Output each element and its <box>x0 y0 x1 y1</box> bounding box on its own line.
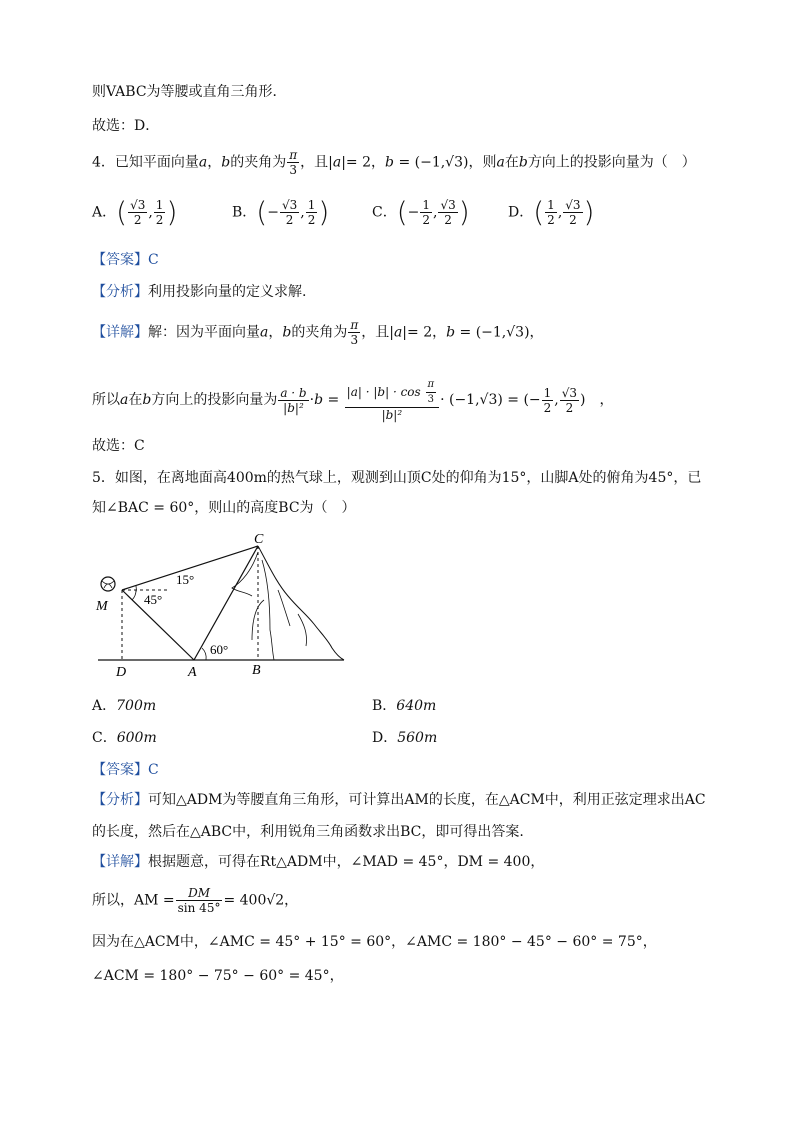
detail-5-acm: 因为在△ACM中，∠AMC = 45° + 15° = 60°，∠AMC = 180° − 45° − 60° = 75°， <box>92 934 657 950</box>
projection-line: 所以a在b方向上的投影向量为 $\frac{a \cdot b}{\text{|b|²}}$ ·b = |a| · |b| · cos $\frac{\pi}{3}$ |b|² · (−1,√3) = (− $\frac{1}{2}$ , $\frac{√3}{2}$ ) ， <box>92 379 614 422</box>
mountain-texture <box>232 552 307 660</box>
question-5: 5．如图，在离地面高400m的热气球上，观测到山顶C处的仰角为15°，山脚A处的俯角为45°，已 <box>92 470 702 486</box>
text-line: 故选：D． <box>92 118 160 134</box>
answer-5: 【答案】C <box>92 762 159 778</box>
analysis-4: 【分析】利用投影向量的定义求解. <box>92 284 307 300</box>
label-45: 45° <box>144 592 163 607</box>
detail-5-angle: ∠ACM = 180° − 75° − 60° = 45°， <box>92 968 344 984</box>
option-d: D．( $\frac{1}{2}$ , $\frac{√3}{2}$ ) <box>508 195 595 229</box>
label-a: A <box>188 665 197 680</box>
option-b: B．(− $\frac{√3}{2}$ , $\frac{1}{2}$ ) <box>232 195 330 229</box>
question-5-cont: 知∠BAC = 60°，则山的高度BC为（ ） <box>92 500 356 516</box>
text-line: 则VABC为等腰或直角三角形． <box>92 84 287 100</box>
option5-a: A．700m <box>92 698 157 714</box>
option5-d: D．560m <box>372 730 438 746</box>
mountain-outline <box>258 546 344 660</box>
option-a: A．( $\frac{√3}{2}$ , $\frac{1}{2}$ ) <box>92 195 178 229</box>
label-60: 60° <box>210 642 229 657</box>
detail-5: 【详解】根据题意，可得在Rt△ADM中，∠MAD = 45°，DM = 400， <box>92 854 545 870</box>
label-b: B <box>252 663 261 678</box>
mountain-figure <box>92 530 352 680</box>
label-15: 15° <box>176 572 195 587</box>
answer-4: 【答案】C <box>92 252 159 268</box>
label-c: C <box>254 532 264 547</box>
label-d: D <box>116 665 127 680</box>
option-c: C．(− $\frac{1}{2}$ , $\frac{√3}{2}$ ) <box>372 195 470 229</box>
option5-c: C．600m <box>92 730 157 746</box>
analysis-5-cont: 的长度，然后在△ABC中，利用锐角三角函数求出BC，即可得出答案. <box>92 824 524 840</box>
label-m: M <box>96 599 108 614</box>
detail-4: 【详解】解：因为平面向量a，b的夹角为 $\frac{\pi}{3}$ ，且|a|= 2，b = (−1,√3)， <box>92 318 544 347</box>
option5-b: B．640m <box>372 698 437 714</box>
balloon-icon <box>101 577 115 591</box>
select-4: 故选：C <box>92 438 145 454</box>
analysis-5: 【分析】可知△ADM为等腰直角三角形，可计算出AM的长度，在△ACM中，利用正弦定理求出AC <box>92 792 706 808</box>
question-4: 4．已知平面向量a，b的夹角为 $\frac{\pi}{3}$ ，且|a|= 2，b = (−1,√3)，则a在b方向上的投影向量为（ ） <box>92 148 696 177</box>
detail-5-am: 所以，AM = $\frac{DM}{\sin 45^\circ}$ = 400√2， <box>92 886 299 915</box>
